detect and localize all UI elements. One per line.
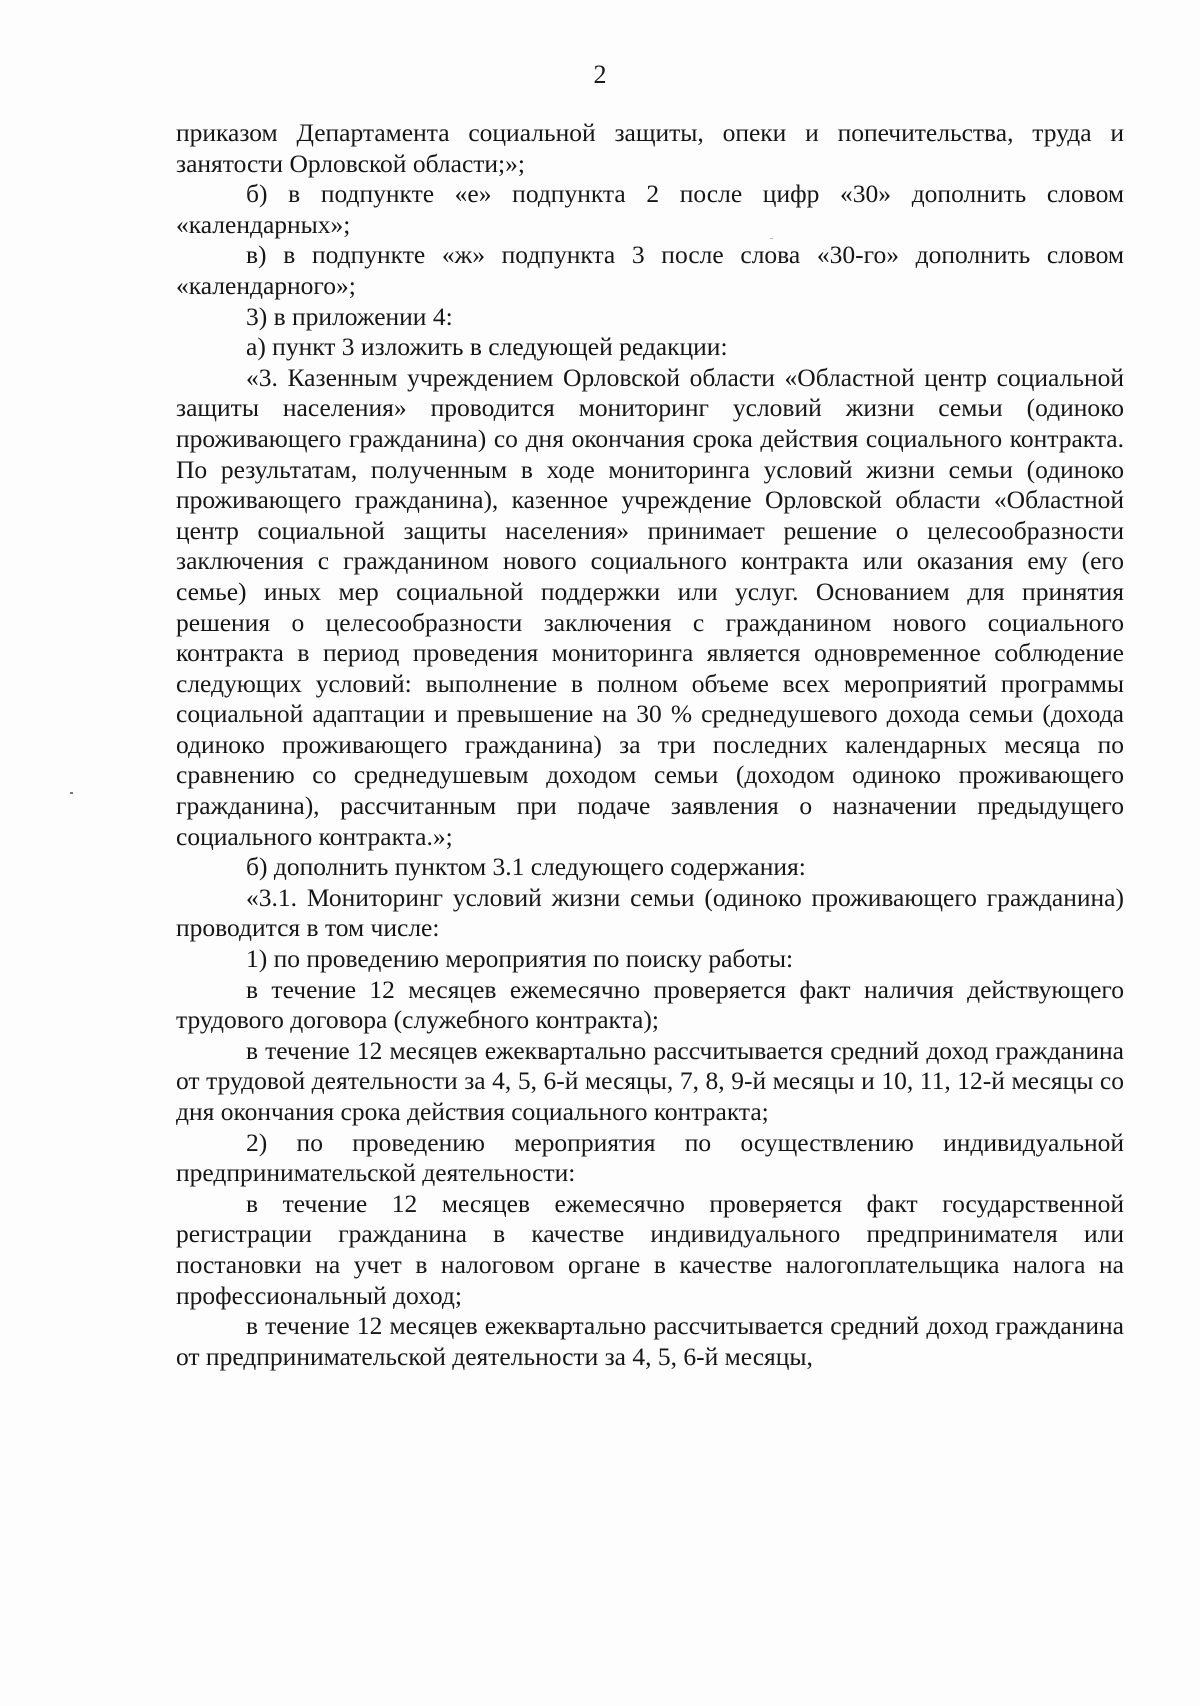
paragraph-quarterly-income-business: в течение 12 месяцев ежеквартально рассчитывается средний доход гражданина от предпринимательской деятельности за 4, 5, 6-й месяцы,	[176, 1311, 1124, 1371]
paragraph-point-3-text: «3. Казенным учреждением Орловской области «Областной центр социальной защиты населения» проводится мониторинг условий жизни семьи (одиноко проживающего гражданина) со дня окончания срока действия социального контракта. По результатам, полученным в ходе мониторинга условий жизни семьи (одиноко проживающего гражданина), казенное учреждение Орловской области «Областной центр социальной защиты населения» принимает решение о целесообразности заключения с гражданином нового социального контракта или оказания ему (его семье) иных мер социальной поддержки или услуг. Основанием для принятия решения о целесообразности заключения с гражданином нового социального контракта в период проведения мониторинга является одновременное соблюдение следующих условий: выполнение в полном объеме всех мероприятий программы социальной адаптации и превышение на 30 % среднедушевого дохода семьи (дохода одиноко проживающего гражданина) за три последних календарных месяца по сравнению со среднедушевым доходом семьи (доходом одиноко проживающего гражданина), рассчитанным при подаче заявления о назначении предыдущего социального контракта.»;	[176, 362, 1124, 851]
paragraph-continuation: приказом Департамента социальной защиты, опеки и попечительства, труда и занятости Орловской области;»;	[176, 118, 1124, 178]
paragraph-subitem-b-add: б) дополнить пунктом 3.1 следующего содержания:	[246, 852, 806, 882]
paragraph-item-3: 3) в приложении 4:	[246, 301, 453, 331]
document-body	[176, 118, 1124, 1372]
paragraph-subitem-v: в) в подпункте «ж» подпункта 3 после слова «30-го» дополнить словом «календарного»;	[176, 240, 1124, 300]
paragraph-entrepreneurship: 2) по проведению мероприятия по осуществлению индивидуальной предпринимательской деятельности:	[176, 1127, 1124, 1188]
paragraph-job-search: 1) по проведению мероприятия по поиску работы:	[246, 944, 794, 974]
paragraph-subitem-b: б) в подпункте «е» подпункта 2 после цифр «30» дополнить словом «календарных»;	[176, 179, 1124, 239]
paragraph-point-3-1: «3.1. Мониторинг условий жизни семьи (одиноко проживающего гражданина) проводится в том числе:	[176, 882, 1124, 943]
scan-artifact	[70, 792, 73, 794]
paragraph-subitem-a: а) пункт 3 изложить в следующей редакции:	[246, 332, 728, 362]
paragraph-quarterly-income-labor: в течение 12 месяцев ежеквартально рассчитывается средний доход гражданина от трудовой деятельности за 4, 5, 6-й месяцы, 7, 8, 9-й месяцы и 10, 11, 12-й месяцы со дня окончания срока действия социального контракта;	[176, 1035, 1124, 1126]
scan-artifact	[770, 238, 773, 239]
paragraph-monthly-check-registration: в течение 12 месяцев ежемесячно проверяется факт государственной регистрации гражданина в качестве индивидуального предпринимателя или постановки на учет в налоговом органе в качестве налогоплательщика налога на профессиональный доход;	[176, 1188, 1124, 1310]
page-number: 2	[593, 60, 607, 89]
paragraph-monthly-check-contract: в течение 12 месяцев ежемесячно проверяется факт наличия действующего трудового договора (служебного контракта);	[176, 974, 1124, 1035]
